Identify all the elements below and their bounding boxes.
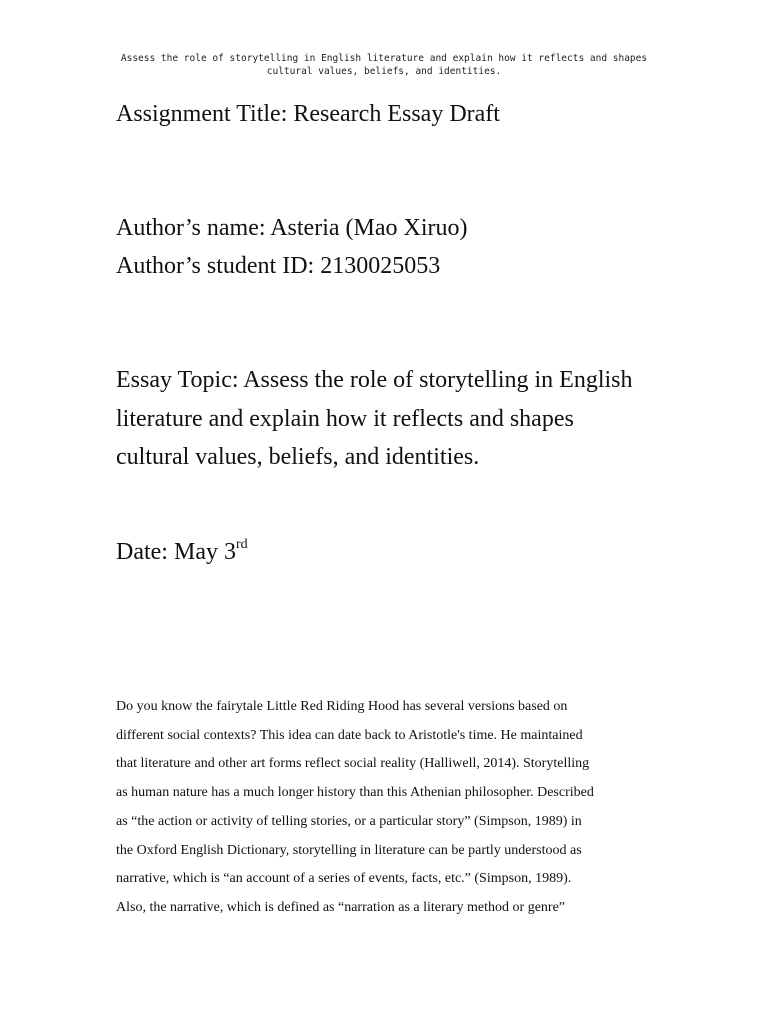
header-note: Assess the role of storytelling in English literature and explain how it reflects and shapes cultural values, beliefs, and identities. xyxy=(120,53,648,77)
student-id: Author’s student ID: 2130025053 xyxy=(116,253,441,279)
body-line: as “the action or activity of telling stories, or a particular story” (Simpson, 1989) in xyxy=(116,813,582,829)
body-line: different social contexts? This idea can date back to Aristotle's time. He maintained xyxy=(116,727,583,743)
date-label: Date: May 3 xyxy=(116,539,236,565)
date-suffix: rd xyxy=(235,537,248,552)
essay-topic: Essay Topic: Assess the role of storytelling in English literature and explain how it reflects and shapes cultural values, beliefs, and identities. xyxy=(116,367,633,470)
body-line: as human nature has a much longer history than this Athenian philosopher. Described xyxy=(116,785,594,801)
body-line: that literature and other art forms reflect social reality (Halliwell, 2014). Storytelling xyxy=(116,756,590,772)
body-line: Also, the narrative, which is defined as “narration as a literary method or genre” xyxy=(116,899,565,915)
essay-body xyxy=(116,693,654,923)
date-line xyxy=(116,533,248,571)
author-name: Author’s name: Asteria (Mao Xiruo) xyxy=(116,215,468,241)
assignment-title: Assignment Title: Research Essay Draft xyxy=(116,101,500,127)
body-line: Do you know the fairytale Little Red Riding Hood has several versions based on xyxy=(116,699,568,714)
body-line: narrative, which is “an account of a series of events, facts, etc.” (Simpson, 1989). xyxy=(116,871,572,887)
body-line: the Oxford English Dictionary, storytelling in literature can be partly understood as xyxy=(116,842,582,858)
